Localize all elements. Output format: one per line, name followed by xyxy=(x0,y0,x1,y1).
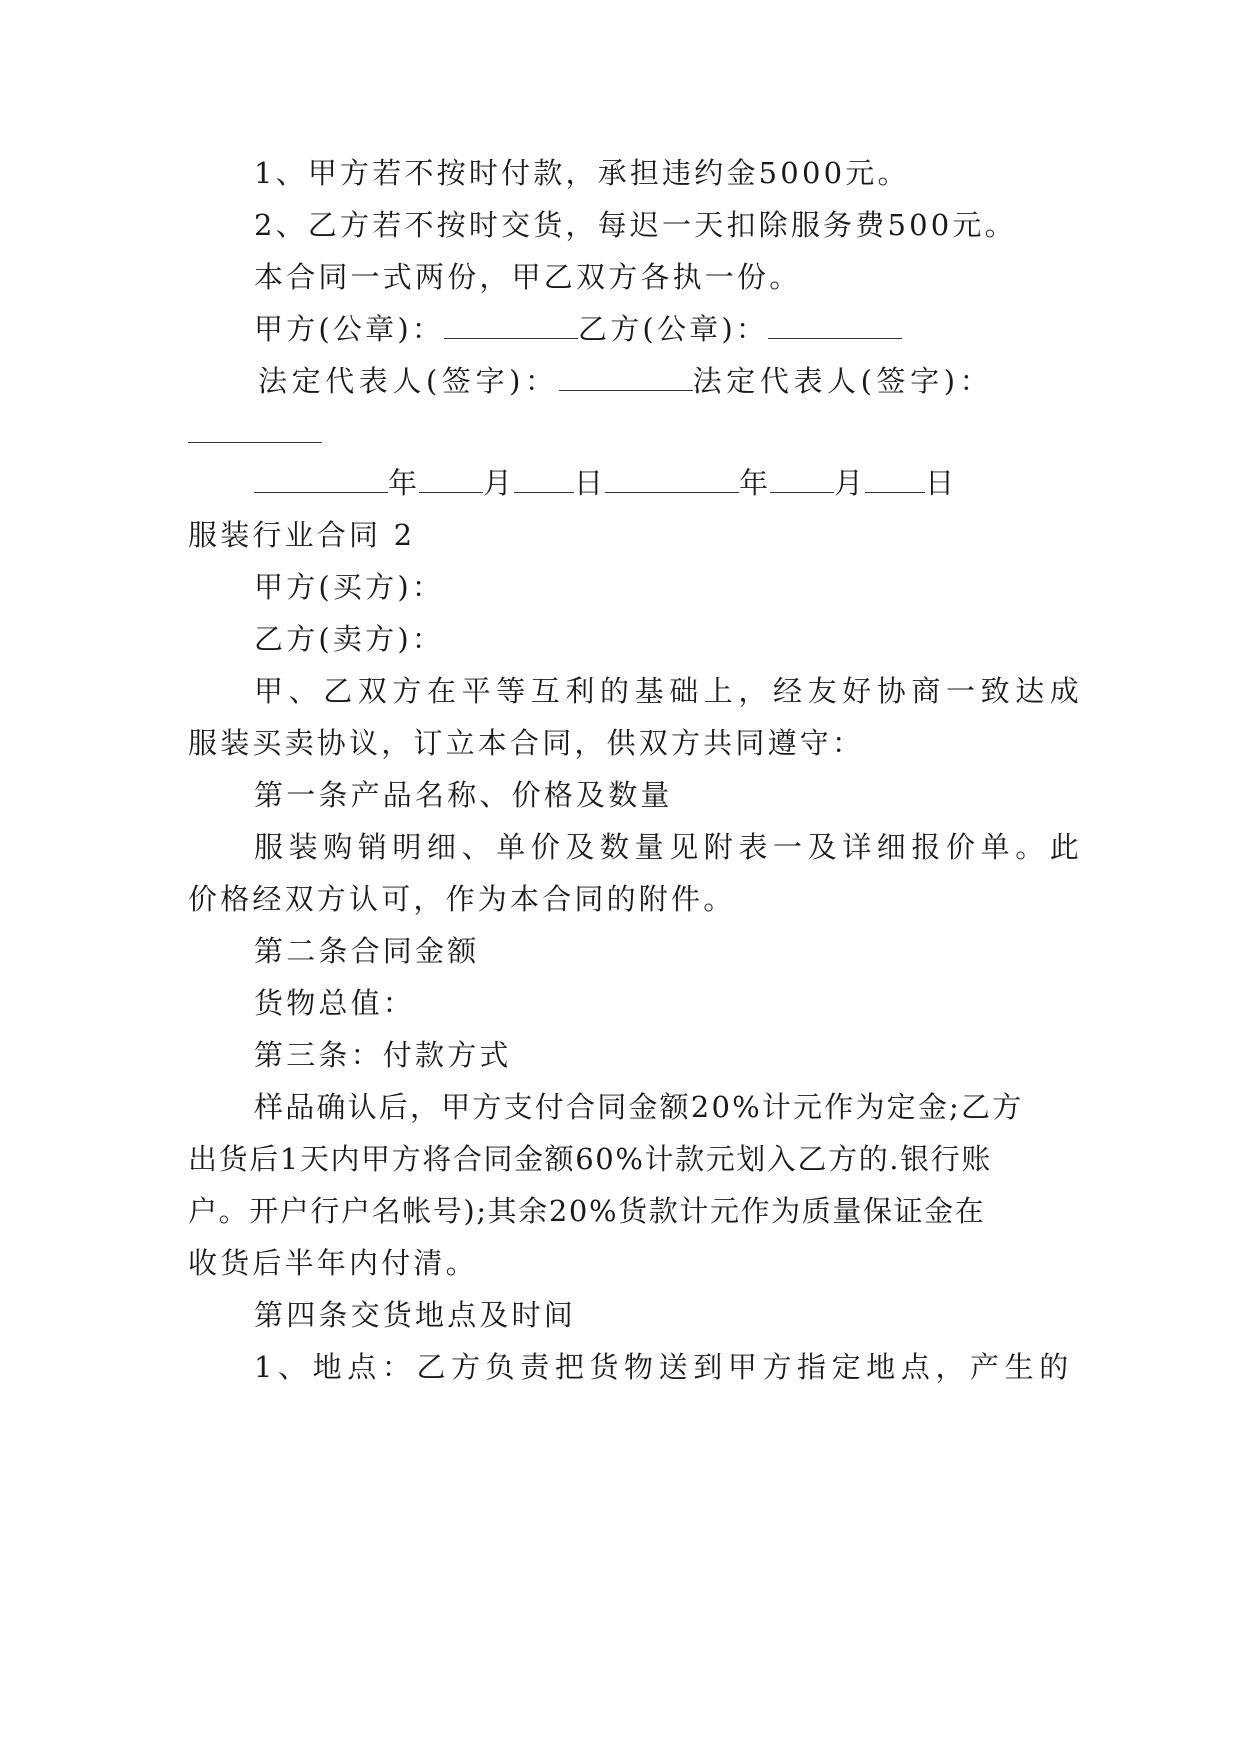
party-b-seal-blank xyxy=(768,312,902,339)
article-3-para-1: 样品确认后，甲方支付合同金额20%计元作为定金;乙方 xyxy=(254,1090,1024,1124)
article-3-para-4: 收货后半年内付清。 xyxy=(188,1246,478,1280)
day-label-b: 日 xyxy=(925,466,957,500)
copies-clause: 本合同一式两份，甲乙双方各执一份。 xyxy=(254,260,802,294)
intro-line-1: 甲、乙双方在平等互利的基础上，经友好协商一致达成 xyxy=(254,674,1085,708)
party-a-day-blank xyxy=(514,466,574,493)
article-3-para-2: 出货后1天内甲方将合同金额60%计款元划入乙方的.银行账 xyxy=(188,1142,992,1176)
party-b-day-blank xyxy=(865,466,925,493)
article-3-para-3: 户。开户行户名帐号);其余20%货款计元作为质量保证金在 xyxy=(188,1194,986,1228)
party-b-rep-label: 法定代表人(签字)： xyxy=(692,364,994,398)
article-1-para-1: 服装购销明细、单价及数量见附表一及详细报价单。此 xyxy=(254,830,1085,864)
party-a-buyer: 甲方(买方)： xyxy=(254,570,445,604)
party-a-month-blank xyxy=(419,466,483,493)
penalty-clause-1: 1、甲方若不按时付款，承担违约金5000元。 xyxy=(254,156,910,190)
party-a-rep-blank xyxy=(559,364,693,391)
article-4-para-1: 1、地点：乙方负责把货物送到甲方指定地点，产生的 xyxy=(254,1350,1074,1384)
article-3-title: 第三条：付款方式 xyxy=(254,1038,512,1072)
article-2-title: 第二条合同金额 xyxy=(254,934,480,968)
party-b-seal-label: 乙方(公章)： xyxy=(578,312,769,346)
representative-line xyxy=(258,363,993,399)
party-a-year-blank xyxy=(254,466,388,493)
party-b-rep-blank-line xyxy=(188,415,322,451)
party-b-seller: 乙方(卖方)： xyxy=(254,622,445,656)
party-b-month-blank xyxy=(770,466,834,493)
contract-title: 服装行业合同 2 xyxy=(188,518,416,552)
day-label-a: 日 xyxy=(574,466,606,500)
date-line xyxy=(254,465,956,501)
article-1-title: 第一条产品名称、价格及数量 xyxy=(254,778,673,812)
intro-line-2: 服装买卖协议，订立本合同，供双方共同遵守： xyxy=(188,726,865,760)
year-label-b: 年 xyxy=(739,466,771,500)
article-1-para-2: 价格经双方认可，作为本合同的附件。 xyxy=(188,882,736,916)
party-a-seal-label: 甲方(公章)： xyxy=(254,312,445,346)
month-label-b: 月 xyxy=(834,466,866,500)
month-label-a: 月 xyxy=(483,466,515,500)
party-b-year-blank xyxy=(605,466,739,493)
seal-line xyxy=(254,311,902,347)
article-2-value: 货物总值： xyxy=(254,986,416,1020)
party-a-rep-label: 法定代表人(签字)： xyxy=(258,364,559,398)
year-label-a: 年 xyxy=(388,466,420,500)
party-b-rep-blank xyxy=(188,416,322,443)
article-4-title: 第四条交货地点及时间 xyxy=(254,1298,577,1332)
penalty-clause-2: 2、乙方若不按时交货，每迟一天扣除服务费500元。 xyxy=(254,208,1017,242)
party-a-seal-blank xyxy=(444,312,578,339)
